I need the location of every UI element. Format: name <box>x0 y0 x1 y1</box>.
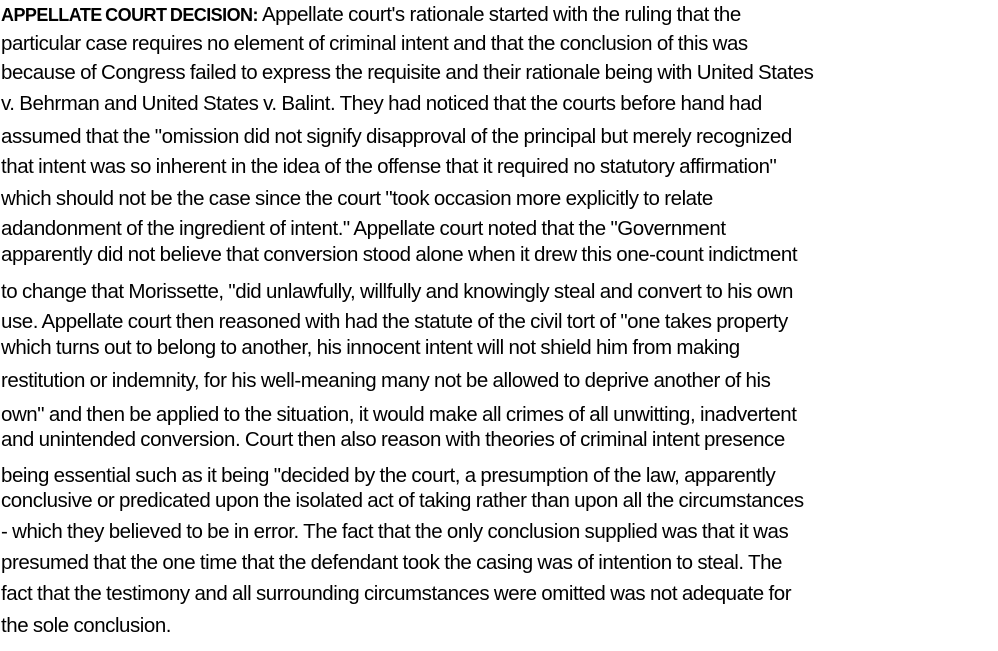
paragraph-line-11: use. Appellate court then reasoned with had the statute of the civil tort of "one takes property <box>1 310 788 333</box>
paragraph-line-20: fact that the testimony and all surrounding circumstances were omitted was not adequate for <box>1 582 792 605</box>
paragraph-line-13: restitution or indemnity, for his well-meaning many not be allowed to deprive another of his <box>1 369 771 392</box>
paragraph-line-6: that intent was so inherent in the idea of the offense that it required no statutory affirmation" <box>1 155 777 178</box>
line-text: Appellate court's rationale started with the ruling that the <box>261 3 741 26</box>
paragraph-line-10: to change that Morissette, "did unlawfully, willfully and knowingly steal and convert to his own <box>1 280 793 303</box>
paragraph-line-19: presumed that the one time that the defendant took the casing was of intention to steal. The <box>1 551 783 574</box>
paragraph-line-5: assumed that the "omission did not signify disapproval of the principal but merely recognized <box>1 125 792 148</box>
paragraph-line-7: which should not be the case since the court "took occasion more explicitly to relate <box>1 187 713 210</box>
paragraph-line-12: which turns out to belong to another, his innocent intent will not shield him from making <box>1 336 740 359</box>
paragraph-line-18: - which they believed to be in error. The fact that the only conclusion supplied was that it was <box>1 520 789 543</box>
paragraph-line-1 <box>1 3 741 27</box>
section-heading: APPELLATE COURT DECISION: <box>1 5 258 25</box>
paragraph-line-17: conclusive or predicated upon the isolated act of taking rather than upon all the circumstances <box>1 489 804 512</box>
paragraph-line-8: adandonment of the ingredient of intent." Appellate court noted that the "Government <box>1 217 726 240</box>
paragraph-line-9: apparently did not believe that conversion stood alone when it drew this one-count indictment <box>1 243 798 266</box>
paragraph-line-16: being essential such as it being "decided by the court, a presumption of the law, apparently <box>1 464 776 487</box>
paragraph-line-14: own" and then be applied to the situation, it would make all crimes of all unwitting, inadvertent <box>1 403 797 426</box>
paragraph-line-4: v. Behrman and United States v. Balint. They had noticed that the courts before hand had <box>1 92 762 115</box>
paragraph-line-15: and unintended conversion. Court then also reason with theories of criminal intent presence <box>1 428 785 451</box>
paragraph-line-21: the sole conclusion. <box>1 614 172 637</box>
paragraph-line-3: because of Congress failed to express the requisite and their rationale being with United States <box>1 61 814 84</box>
paragraph-line-2: particular case requires no element of criminal intent and that the conclusion of this was <box>1 32 748 55</box>
